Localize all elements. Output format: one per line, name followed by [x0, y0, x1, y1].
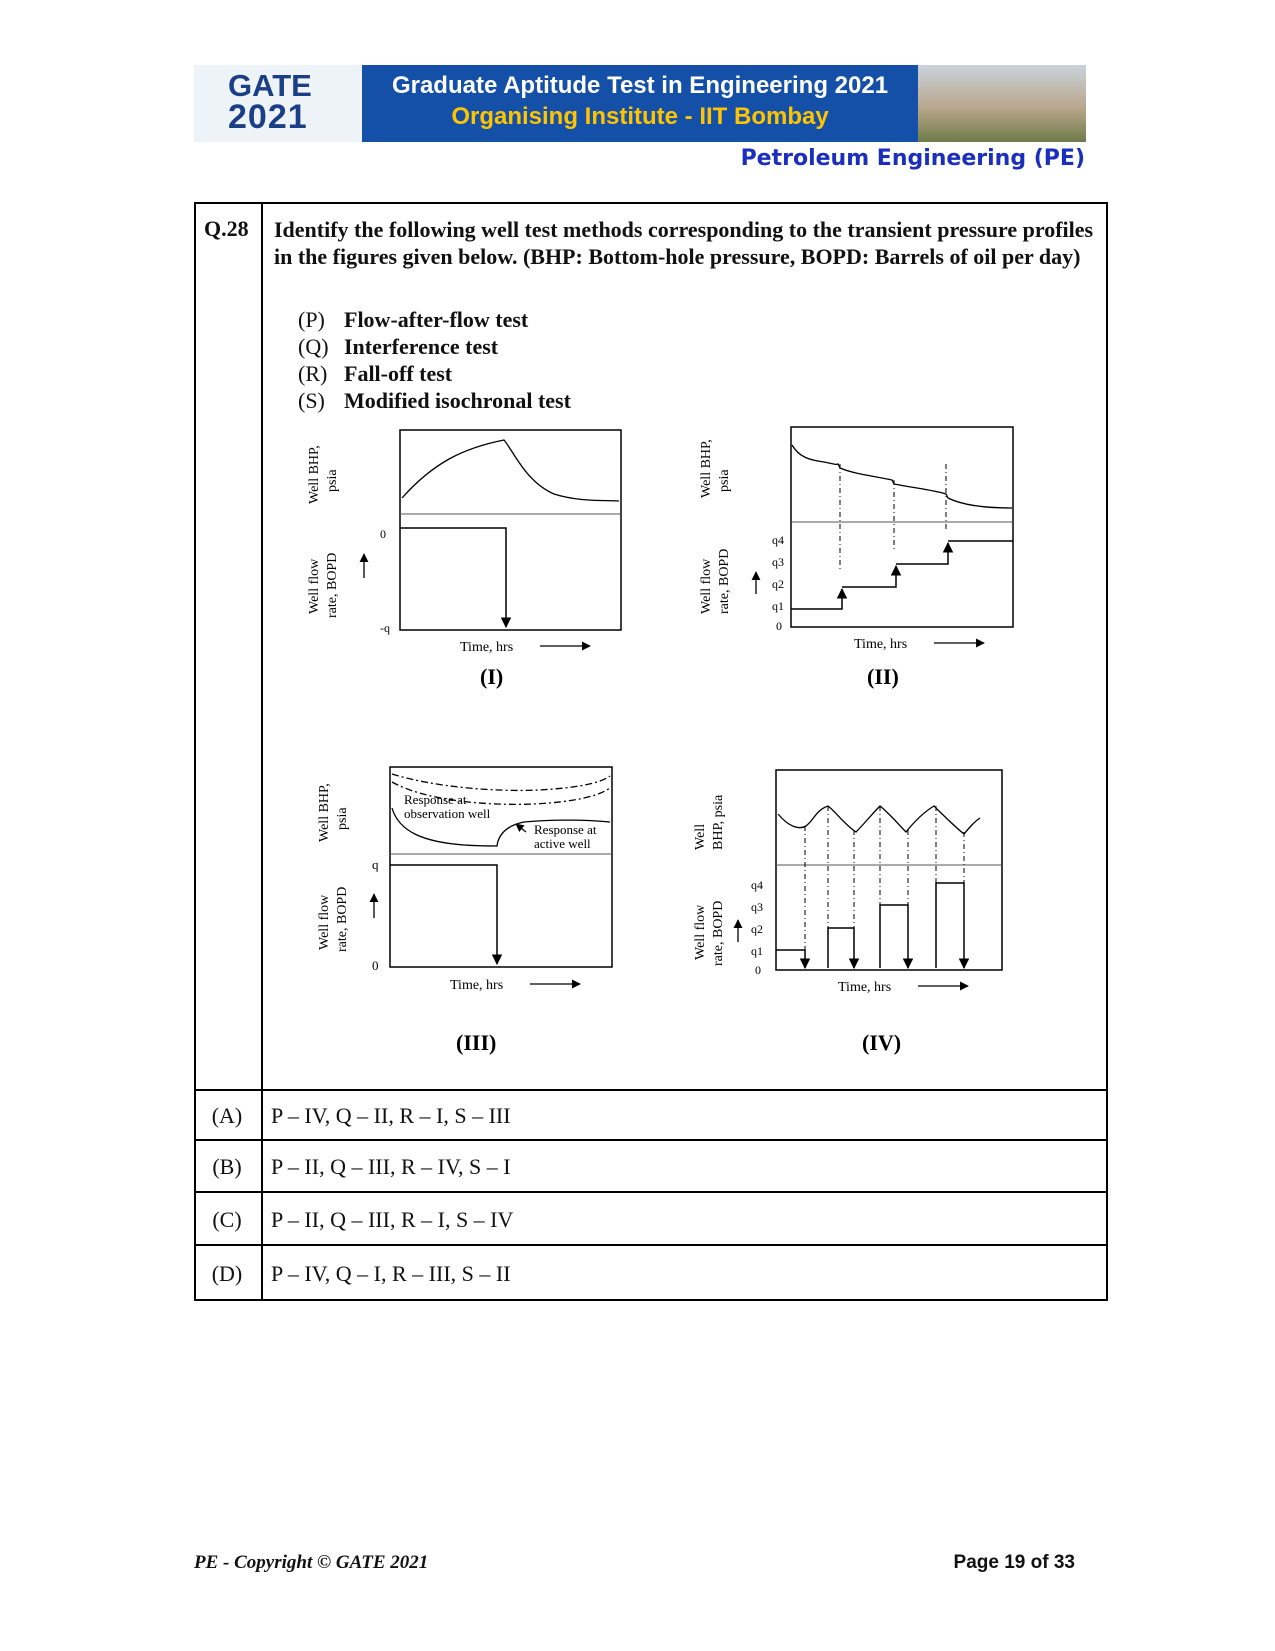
method-text: Flow-after-flow test: [344, 307, 529, 332]
question-number: Q.28: [204, 216, 249, 241]
figure-III-ylabel-bottom-1: Well flow: [317, 894, 332, 950]
figure-II-tick-q4: q4: [772, 533, 784, 547]
figure-IV-tick-q3: q3: [751, 900, 763, 914]
figure-IV-tick-q2: q2: [751, 922, 763, 936]
method-text: Interference test: [344, 334, 499, 359]
figure-II: [699, 427, 1013, 689]
answer-option-b[interactable]: [194, 1142, 1108, 1192]
footer-page-number: Page 19 of 33: [953, 1552, 1075, 1573]
figure-III-annot-active-1: Response at: [534, 822, 597, 837]
figure-IV-bhp-curve: [778, 806, 980, 834]
figure-III-tick-zero: 0: [372, 958, 379, 973]
answer-key: (A): [211, 1103, 243, 1128]
method-text: Fall-off test: [344, 361, 453, 386]
figure-II-step-2: [842, 566, 896, 587]
figure-II-step-1: [791, 589, 842, 609]
figure-IV-pulse-4: [936, 883, 964, 968]
figure-I-ylabel-bottom-2: rate, BOPD: [325, 552, 340, 618]
figure-I-frame: [400, 430, 621, 630]
answer-key: (B): [212, 1154, 242, 1179]
figure-II-tick-q1: q1: [772, 599, 784, 613]
figure-I-bhp-curve: [402, 440, 619, 501]
figure-III-annot-obs-1: Response at: [404, 792, 467, 807]
answer-key: (C): [212, 1206, 242, 1232]
figure-III-tick-q: q: [372, 857, 379, 872]
figure-III-annot-active-2: active well: [534, 836, 591, 851]
method-key: (P): [298, 307, 325, 332]
logo-year-text: 2021: [228, 98, 308, 136]
figure-III-annot-active-arrow: [516, 824, 526, 832]
figure-IV-ylabel-bottom-2: rate, BOPD: [711, 900, 726, 966]
banner-title: [362, 65, 918, 142]
answer-option-d[interactable]: [194, 1247, 1108, 1300]
figure-III-obs-curve-1: [392, 774, 610, 790]
method-key: (S): [298, 388, 325, 413]
figure-I-ylabel-bottom-1: Well flow: [307, 558, 322, 614]
figures-area: [194, 202, 1108, 1082]
institute-photo: [918, 65, 1086, 142]
figure-I-caption: (I): [480, 664, 504, 689]
figure-II-frame: [791, 427, 1013, 627]
answer-option-a[interactable]: [194, 1092, 1108, 1140]
figure-IV-ylabel-top-2: BHP, psia: [711, 794, 726, 850]
figure-II-tick-q3: q3: [772, 555, 784, 569]
answer-key: (D): [211, 1260, 243, 1286]
figure-III-caption: (III): [456, 1030, 497, 1055]
figure-I-tick-neg-q: -q: [380, 621, 390, 635]
method-key: (Q): [298, 334, 329, 359]
figure-IV-tick-q1: q1: [751, 944, 763, 958]
figure-II-ylabel-bottom-1: Well flow: [699, 558, 714, 614]
figure-III-annot-obs-2: observation well: [404, 806, 491, 821]
figure-III: [317, 767, 612, 1055]
subject-title: Petroleum Engineering (PE): [740, 146, 1085, 171]
banner-title-line2: Organising Institute - IIT Bombay: [451, 103, 829, 130]
logo-gate-text: GATE: [228, 68, 312, 103]
figure-IV-caption: (IV): [862, 1030, 902, 1055]
answer-text: P – IV, Q – I, R – III, S – II: [271, 1260, 511, 1286]
figure-II-ylabel-top-1: Well BHP,: [699, 439, 714, 498]
figure-IV-ylabel-top-1: Well: [693, 823, 708, 850]
figure-II-xlabel: Time, hrs: [854, 637, 908, 652]
figure-IV-tick-zero: 0: [755, 963, 761, 977]
figure-III-ylabel-top-1: Well BHP,: [317, 783, 332, 842]
figure-I: [307, 430, 621, 689]
figure-II-caption: (II): [867, 664, 899, 689]
header-banner: [194, 65, 1086, 142]
figure-IV-xlabel: Time, hrs: [838, 980, 892, 995]
answer-text: P – II, Q – III, R – IV, S – I: [271, 1154, 511, 1179]
figure-I-rate-step: [400, 528, 506, 627]
figure-II-bhp-curve: [792, 445, 1012, 508]
figure-I-ylabel-top-1: Well BHP,: [307, 445, 322, 504]
question-text: Identify the following well test methods corresponding to the transient pressure profiles in the figures given below. (BHP: Bottom-hole pressure, BOPD: Barrels of oil per day): [274, 217, 1094, 269]
figure-II-ylabel-bottom-2: rate, BOPD: [717, 548, 732, 614]
answer-option-c[interactable]: [194, 1194, 1108, 1245]
figure-II-ylabel-top-2: psia: [717, 469, 732, 492]
figure-IV: [693, 770, 1002, 1055]
figure-I-ylabel-top-2: psia: [325, 469, 340, 492]
answer-text: P – IV, Q – II, R – I, S – III: [271, 1103, 511, 1128]
figure-II-tick-q2: q2: [772, 577, 784, 591]
figure-III-ylabel-bottom-2: rate, BOPD: [335, 886, 350, 952]
figure-IV-pulse-2: [828, 928, 854, 968]
figure-II-tick-zero: 0: [776, 619, 782, 633]
method-key: (R): [298, 361, 328, 386]
figure-III-ylabel-top-2: psia: [335, 807, 350, 830]
figure-I-xlabel: Time, hrs: [460, 640, 514, 655]
banner-title-line1: Graduate Aptitude Test in Engineering 2021: [391, 72, 889, 99]
figure-III-xlabel: Time, hrs: [450, 978, 504, 993]
figure-IV-pulse-1: [776, 950, 805, 968]
gate-logo: [194, 65, 362, 142]
answer-text: P – II, Q – III, R – I, S – IV: [271, 1206, 514, 1232]
figure-IV-frame: [776, 770, 1002, 970]
figure-II-step-3: [896, 543, 948, 564]
figure-IV-tick-q4: q4: [751, 878, 763, 892]
figure-IV-pulse-3: [880, 905, 908, 968]
method-text: Modified isochronal test: [344, 388, 571, 413]
question-box: [194, 202, 1108, 1302]
figure-I-tick-zero: 0: [380, 527, 386, 541]
footer-copyright: PE - Copyright © GATE 2021: [194, 1552, 429, 1573]
figure-IV-ylabel-bottom-1: Well flow: [693, 904, 708, 960]
figure-III-rate-step: [390, 865, 497, 964]
